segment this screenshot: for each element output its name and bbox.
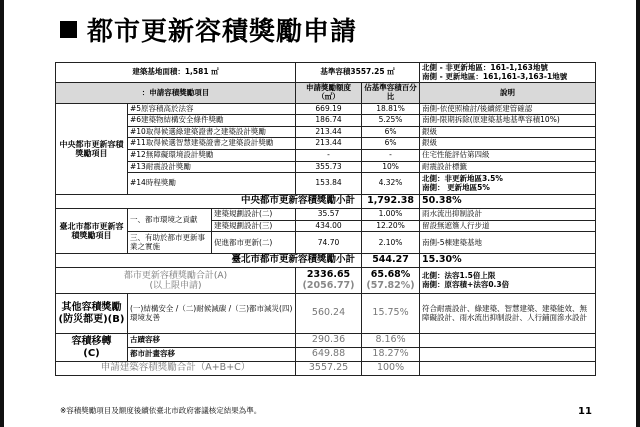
table-row — [56, 173, 596, 195]
urban-total-ratio — [362, 268, 420, 294]
row-item: 促進都市更新(二) — [212, 232, 296, 254]
grand-total-amount: 3557.25 — [296, 362, 362, 376]
row-amount: 213.44 — [296, 126, 362, 138]
transfer-label-2: (C) — [83, 347, 100, 359]
taipei-category: 臺北市都市更新容積獎勵項目 — [56, 209, 128, 254]
table-row — [56, 150, 596, 162]
bonus-table — [55, 62, 596, 376]
row-desc: 南側-依使照檢討/後續經建管確認 — [420, 103, 596, 115]
transfer-row — [56, 334, 596, 348]
other-bonus-desc: 符合耐震設計、綠建築、智慧建築、建築能效、無障礙設計、雨水流出抑制設計、人行鋪面滲水設計 — [420, 294, 596, 334]
row-amount: 213.44 — [296, 138, 362, 150]
grand-total-row — [56, 362, 596, 376]
grand-total-ratio: 100% — [362, 362, 420, 376]
central-subtotal-ratio: 50.38% — [420, 195, 596, 209]
central-subtotal-amount: 1,792.38 — [362, 195, 420, 209]
transfer-label-1: 容積移轉 — [71, 336, 112, 348]
urban-total-amount-1: 2336.65 — [306, 268, 351, 280]
row-desc: 雨水流出抑制設計 — [420, 209, 596, 221]
other-bonus-label: 其他容積獎勵(防災都更)(B) — [56, 294, 128, 334]
zone-info — [420, 63, 596, 83]
urban-total-amount-2: (2056.77) — [302, 279, 355, 291]
row-desc: 南側-限期拆除(原建築基地基準容積10%) — [420, 115, 596, 127]
row-ratio: 4.32% — [362, 173, 420, 195]
row-amount: 35.57 — [296, 209, 362, 221]
row-item: #6建築物結構安全條件獎勵 — [128, 115, 296, 127]
urban-total-desc-1: 北側：法容1.5倍上限 — [422, 271, 496, 281]
table-row — [56, 138, 596, 150]
taipei-subtotal-label: 臺北市都市更新容積獎勵小計 — [56, 254, 362, 268]
row-item: 都市計畫容移 — [128, 348, 296, 362]
row-ratio: 5.25% — [362, 115, 420, 127]
taipei-group-2: 三、有助於都市更新事業之實施 — [128, 232, 212, 254]
footnote: ※容積獎勵項目及額度後續依臺北市政府審議核定結果為準。 — [60, 406, 262, 415]
urban-total-amount — [296, 268, 362, 294]
base-area: 建築基地面積：1,581 ㎡ — [56, 63, 296, 83]
row-amount: 290.36 — [296, 334, 362, 348]
row-amount: 355.73 — [296, 161, 362, 173]
row-desc — [420, 334, 596, 348]
summary-row — [56, 63, 596, 83]
taipei-subtotal-row — [56, 254, 596, 268]
row-item: #11取得候選智慧建築證書之建築設計獎勵 — [128, 138, 296, 150]
urban-total-ratio-2: (57.82%) — [366, 279, 415, 291]
row-ratio: 12.20% — [362, 220, 420, 232]
row-amount: 74.70 — [296, 232, 362, 254]
slide-title — [60, 10, 357, 48]
row-ratio: 18.81% — [362, 103, 420, 115]
row-desc: 銀級 — [420, 138, 596, 150]
central-subtotal-label: 中央都市更新容積獎勵小計 — [56, 195, 362, 209]
row-amount: - — [296, 150, 362, 162]
urban-total-label-1: 都市更新容積獎勵合計(A) — [123, 270, 228, 281]
row-desc: 南側-5棟建築基地 — [420, 232, 596, 254]
table-row — [56, 209, 596, 221]
row-ratio: 6% — [362, 126, 420, 138]
zone-south: 南側 - 更新地區：161,161-3,163-1地號 — [422, 71, 568, 81]
urban-total-desc-2: 南側：原容積+法容0.3倍 — [422, 279, 510, 289]
header-amount: 申請獎勵額度（㎡） — [296, 83, 362, 103]
row-desc: 銀級 — [420, 126, 596, 138]
transfer-row — [56, 348, 596, 362]
row-ratio: 1.00% — [362, 209, 420, 221]
row-item: #13耐震設計獎勵 — [128, 161, 296, 173]
row-item: #14時程獎勵 — [128, 173, 296, 195]
row-desc: 留設無遮簷人行步道 — [420, 220, 596, 232]
row-item: #10取得候選綠建築證書之建築設計獎勵 — [128, 126, 296, 138]
table-row — [56, 126, 596, 138]
right-border — [636, 0, 640, 427]
taipei-subtotal-ratio: 15.30% — [420, 254, 596, 268]
urban-total-ratio-1: 65.68% — [370, 268, 411, 280]
header-item: ：申請容積獎勵項目 — [56, 83, 296, 103]
row-desc — [420, 173, 596, 195]
row-desc — [420, 348, 596, 362]
taipei-group-1: 一、都市環境之貢獻 — [128, 209, 212, 232]
transfer-label — [56, 334, 128, 362]
header-ratio: 佔基準容積百分比 — [362, 83, 420, 103]
other-bonus-item: (一)結構安全 /（二)耐候減碳 /（三)都市減災(四)環境友善 — [128, 294, 296, 334]
row-amount: 434.00 — [296, 220, 362, 232]
title-text: 都市更新容積獎勵申請 — [87, 16, 358, 47]
urban-total-label — [56, 268, 296, 294]
row-amount: 649.88 — [296, 348, 362, 362]
page-number: 11 — [578, 406, 592, 417]
table-row — [56, 232, 596, 254]
grand-total-desc — [420, 362, 596, 376]
row-ratio: 18.27% — [362, 348, 420, 362]
row-desc: 耐震設計標籤 — [420, 161, 596, 173]
row-amount: 669.19 — [296, 103, 362, 115]
table-row — [56, 103, 596, 115]
row-item: 建築規劃設計(三) — [212, 220, 296, 232]
row-ratio: - — [362, 150, 420, 162]
row-item: 建築規劃設計(二) — [212, 209, 296, 221]
other-bonus-row — [56, 294, 596, 334]
header-row — [56, 83, 596, 103]
left-border — [0, 0, 4, 427]
zone-north: 北側 - 非更新地區：161-1,163地號 — [422, 63, 548, 72]
central-category: 中央都市更新容積獎勵項目 — [56, 103, 128, 195]
urban-total-row — [56, 268, 596, 294]
row-item: #12無障礙環境設計獎勵 — [128, 150, 296, 162]
row-item: #5原容積高於法容 — [128, 103, 296, 115]
taipei-subtotal-amount: 544.27 — [362, 254, 420, 268]
row-amount: 186.74 — [296, 115, 362, 127]
row-item: 古蹟容移 — [128, 334, 296, 348]
urban-total-label-2: (以上限申請) — [149, 280, 202, 291]
other-bonus-ratio: 15.75% — [362, 294, 420, 334]
row-amount: 153.84 — [296, 173, 362, 195]
desc-south: 南側： 更新地區5% — [422, 182, 490, 192]
base-far: 基準容積3557.25 ㎡ — [296, 63, 420, 83]
row-ratio: 8.16% — [362, 334, 420, 348]
table-row — [56, 115, 596, 127]
table-row — [56, 161, 596, 173]
row-ratio: 10% — [362, 161, 420, 173]
row-ratio: 6% — [362, 138, 420, 150]
title-bullet-icon — [60, 21, 77, 38]
desc-north: 北側：非更新地區3.5% — [422, 174, 503, 184]
grand-total-label: 申請建築容積獎勵合計（A+B+C） — [56, 362, 296, 376]
central-subtotal-row — [56, 195, 596, 209]
header-desc: 說明 — [420, 83, 596, 103]
urban-total-desc — [420, 268, 596, 294]
other-bonus-amount: 560.24 — [296, 294, 362, 334]
row-desc: 住宅性能評估第四級 — [420, 150, 596, 162]
row-ratio: 2.10% — [362, 232, 420, 254]
